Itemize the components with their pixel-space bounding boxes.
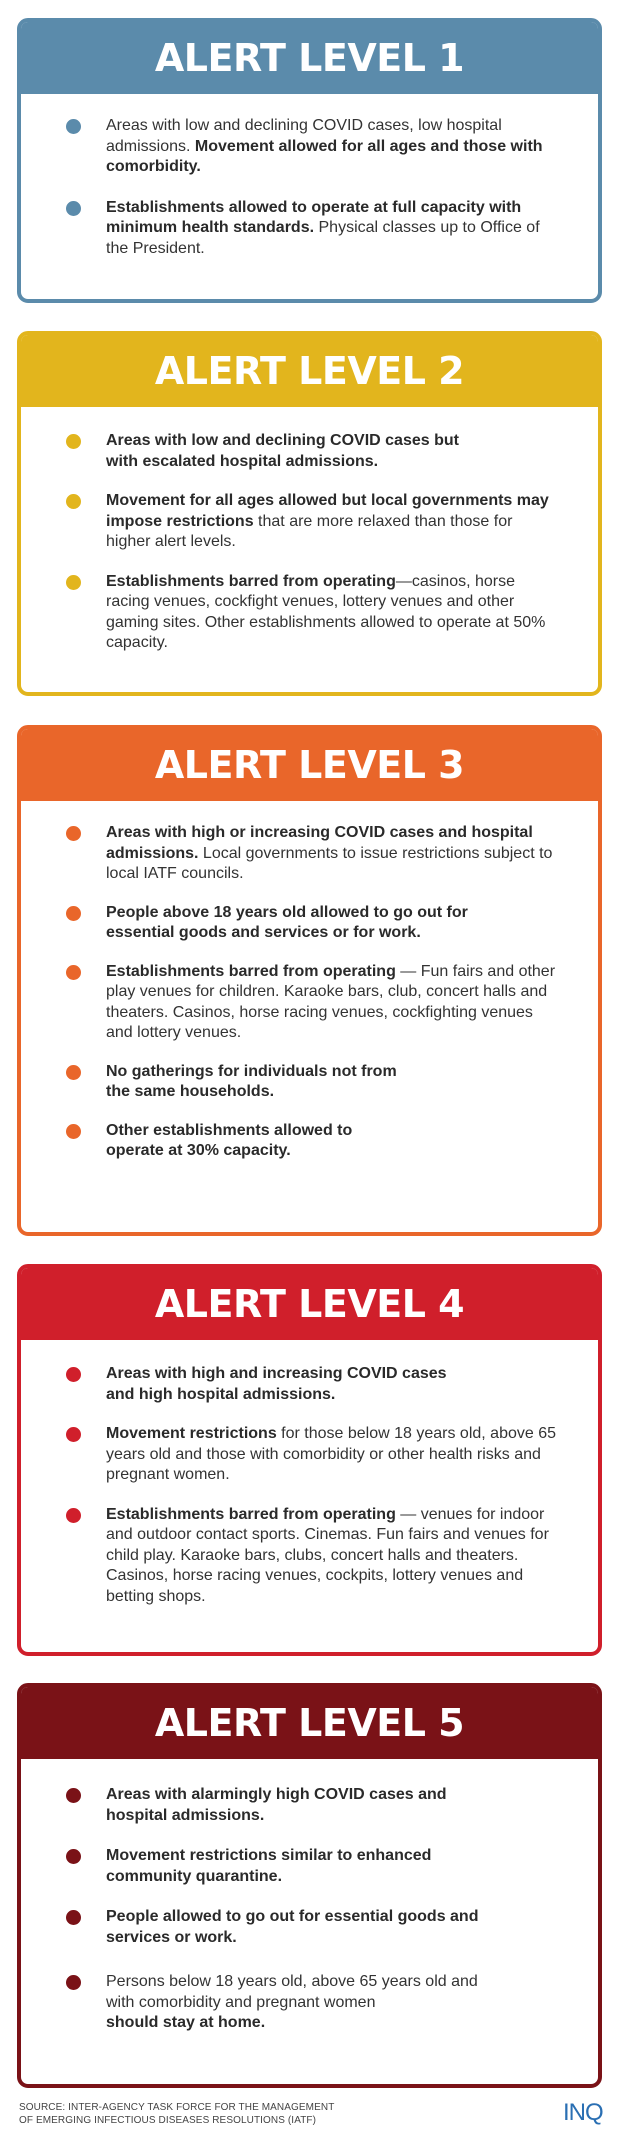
bullet-icon	[66, 965, 81, 980]
alert-level-3-title: ALERT LEVEL 3	[154, 742, 465, 787]
list-item: Movement for all ages allowed but local governments may impose restrictions that are more relaxed than those for higher alert levels.	[21, 491, 558, 553]
list-item: Other establishments allowed to operate at 30% capacity.	[21, 1121, 558, 1162]
bullet-icon	[66, 1508, 81, 1523]
bullet-icon	[66, 1427, 81, 1442]
list-item: Persons below 18 years old, above 65 years old and with comorbidity and pregnant women should stay at home.	[21, 1972, 558, 2034]
alert-level-5-card	[17, 1683, 602, 2088]
inq-logo: INQ	[563, 2099, 603, 2126]
list-item: Establishments barred from operating—casinos, horse racing venues, cockfight venues, lottery venues and other gaming sites. Other establishments allowed to operate at 50% capacity.	[21, 572, 558, 654]
list-item: People above 18 years old allowed to go out for essential goods and services or for work.	[21, 903, 558, 944]
alert-level-3-list	[21, 801, 598, 1162]
bullet-icon	[66, 1124, 81, 1139]
list-item: Areas with low and declining COVID cases but with escalated hospital admissions.	[21, 431, 558, 472]
alert-level-4-title: ALERT LEVEL 4	[154, 1281, 465, 1326]
bullet-icon	[66, 1367, 81, 1382]
source-credit: SOURCE: INTER-AGENCY TASK FORCE FOR THE MANAGEMENT OF EMERGING INFECTIOUS DISEASES RESOLUTIONS (IATF)	[19, 2102, 335, 2126]
alert-level-5-header	[20, 1686, 599, 1759]
alert-level-5-title: ALERT LEVEL 5	[154, 1700, 465, 1745]
alert-level-5-list	[21, 1759, 598, 2034]
list-item: Establishments allowed to operate at full capacity with minimum health standards. Physical classes up to Office of the President.	[21, 198, 558, 260]
list-item: People allowed to go out for essential goods and services or work.	[21, 1907, 558, 1948]
list-item: Areas with low and declining COVID cases, low hospital admissions. Movement allowed for all ages and those with comorbidity.	[21, 116, 558, 178]
list-item: No gatherings for individuals not from the same households.	[21, 1062, 558, 1103]
bullet-icon	[66, 1975, 81, 1990]
bullet-icon	[66, 1065, 81, 1080]
bullet-icon	[66, 826, 81, 841]
alert-level-1-card	[17, 18, 602, 303]
bullet-icon	[66, 494, 81, 509]
bullet-icon	[66, 434, 81, 449]
list-item: Areas with high and increasing COVID cases and high hospital admissions.	[21, 1364, 558, 1405]
alert-level-4-header	[20, 1267, 599, 1340]
bullet-icon	[66, 119, 81, 134]
list-item: Movement restrictions similar to enhanced community quarantine.	[21, 1846, 558, 1887]
alert-level-2-title: ALERT LEVEL 2	[154, 348, 465, 393]
list-item: Areas with alarmingly high COVID cases and hospital admissions.	[21, 1785, 558, 1826]
bullet-icon	[66, 201, 81, 216]
alert-level-3-header	[20, 728, 599, 801]
list-item: Establishments barred from operating — venues for indoor and outdoor contact sports. Cinemas. Fun fairs and venues for child play. Karaoke bars, clubs, concert halls and theaters. Casinos, horse racing venues, cockpits, lottery venues and betting shops.	[21, 1505, 558, 1608]
bullet-icon	[66, 906, 81, 921]
alert-level-4-list	[21, 1340, 598, 1607]
list-item: Movement restrictions for those below 18 years old, above 65 years old and those with comorbidity or other health risks and pregnant women.	[21, 1424, 558, 1486]
alert-level-3-card	[17, 725, 602, 1236]
alert-level-2-header	[20, 334, 599, 407]
bullet-icon	[66, 1910, 81, 1925]
bullet-icon	[66, 1788, 81, 1803]
alert-level-1-list	[21, 94, 598, 259]
alert-level-2-list	[21, 407, 598, 654]
bullet-icon	[66, 1849, 81, 1864]
bullet-icon	[66, 575, 81, 590]
alert-level-2-card	[17, 331, 602, 696]
list-item: Establishments barred from operating — Fun fairs and other play venues for children. Karaoke bars, club, concert halls and theaters. Casinos, horse racing venues, cockfighting venues and lottery venues.	[21, 962, 558, 1044]
alert-level-1-title: ALERT LEVEL 1	[154, 35, 465, 80]
list-item: Areas with high or increasing COVID cases and hospital admissions. Local governments to issue restrictions subject to local IATF councils.	[21, 823, 558, 885]
alert-level-4-card	[17, 1264, 602, 1656]
alert-level-1-header	[20, 21, 599, 94]
